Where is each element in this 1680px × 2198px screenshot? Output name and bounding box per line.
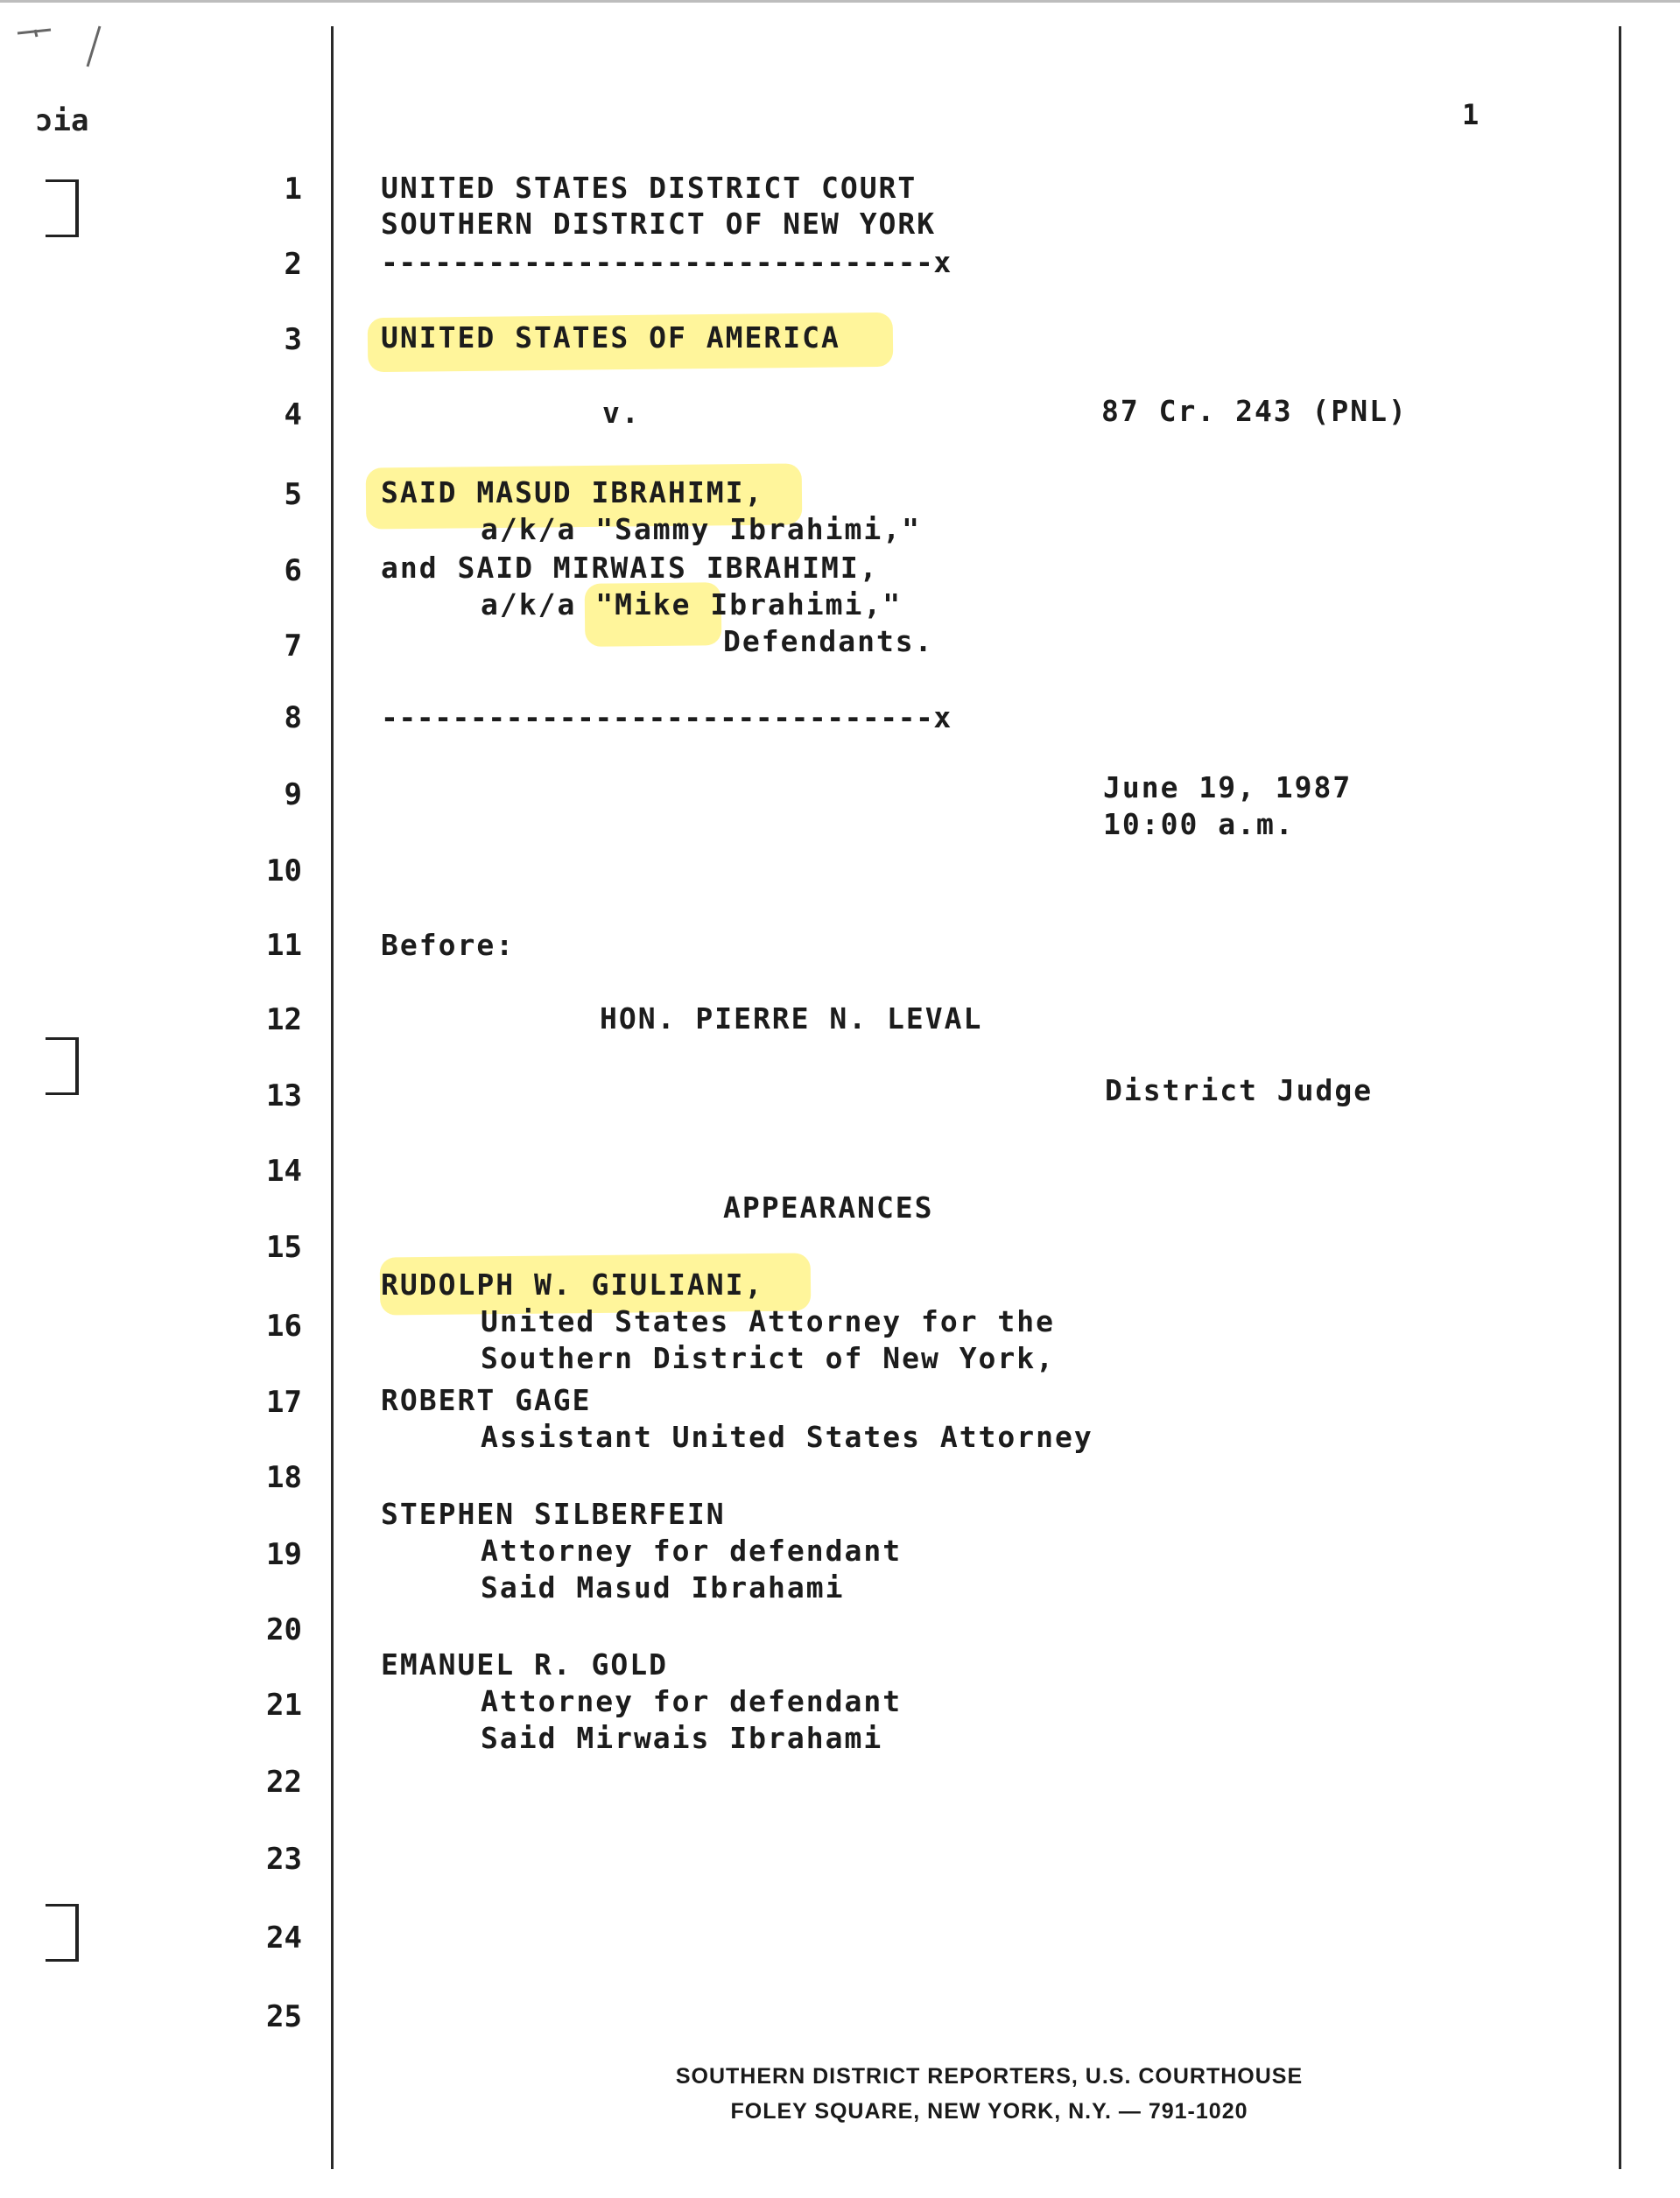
caption-divider-top: -------------------------------x (381, 245, 952, 279)
page-number: 1 (1462, 98, 1480, 131)
appearance-name: RUDOLPH W. GIULIANI, (381, 1268, 764, 1302)
footer-reporter-line1: SOUTHERN DISTRICT REPORTERS, U.S. COURTHOUSE (675, 2064, 1304, 2089)
line-number: 21 (266, 1688, 302, 1723)
line-number: 7 (284, 629, 302, 664)
appearance-role: Said Masud Ibrahami (481, 1570, 845, 1605)
appearance-role: Attorney for defendant (481, 1684, 903, 1718)
line-number: 6 (284, 553, 302, 588)
appearance-role: Said Mirwais Ibrahami (481, 1721, 883, 1755)
court-name-line2: SOUTHERN DISTRICT OF NEW YORK (381, 207, 937, 241)
appearance-role: Attorney for defendant (481, 1534, 903, 1568)
judge-title: District Judge (1105, 1073, 1374, 1107)
line-number: 19 (266, 1537, 302, 1572)
margin-bracket-mark (46, 179, 79, 237)
line-number: 4 (284, 397, 302, 432)
corner-scribble-mark (16, 25, 103, 77)
before-label: Before: (381, 928, 516, 962)
appearance-name: ROBERT GAGE (381, 1383, 592, 1417)
footer-reporter-line2: FOLEY SQUARE, NEW YORK, N.Y. — 791-1020 (730, 2099, 1248, 2124)
line-number: 22 (266, 1765, 302, 1800)
appearance-role: United States Attorney for the (481, 1304, 1056, 1338)
line-number: 10 (266, 853, 302, 888)
appearance-name: STEPHEN SILBERFEIN (381, 1497, 726, 1531)
margin-note: ɔia (35, 103, 89, 138)
plaintiff-name: UNITED STATES OF AMERICA (381, 320, 840, 355)
line-number: 23 (266, 1842, 302, 1877)
left-margin-rule (331, 26, 334, 2169)
margin-bracket-mark (46, 1037, 79, 1095)
line-number: 3 (284, 322, 302, 357)
line-number: 13 (266, 1078, 302, 1113)
line-number: 15 (266, 1230, 302, 1265)
hearing-time: 10:00 a.m. (1103, 807, 1295, 841)
defendant2-alias: a/k/a "Mike Ibrahimi," (481, 587, 903, 621)
caption-divider-bottom: -------------------------------x (381, 700, 952, 734)
defendant2-name: and SAID MIRWAIS IBRAHIMI, (381, 551, 879, 585)
appearance-role: Southern District of New York, (481, 1341, 1056, 1375)
defendant1-alias: a/k/a "Sammy Ibrahimi," (481, 512, 921, 546)
case-number: 87 Cr. 243 (PNL) (1101, 394, 1408, 428)
appearance-role: Assistant United States Attorney (481, 1420, 1093, 1454)
defendants-label: Defendants. (723, 624, 934, 658)
line-number: 24 (266, 1921, 302, 1956)
versus-label: v. (602, 396, 641, 430)
line-number: 25 (266, 1999, 302, 2034)
line-number: 18 (266, 1460, 302, 1495)
margin-bracket-mark (46, 1904, 79, 1962)
appearances-heading: APPEARANCES (723, 1190, 934, 1225)
line-number: 11 (266, 928, 302, 963)
line-number: 5 (284, 477, 302, 512)
line-number: 16 (266, 1309, 302, 1344)
hearing-date: June 19, 1987 (1103, 770, 1353, 804)
judge-name: HON. PIERRE N. LEVAL (600, 1001, 983, 1036)
line-number: 14 (266, 1154, 302, 1189)
top-rule (0, 0, 1680, 3)
line-number: 12 (266, 1002, 302, 1037)
court-name-line1: UNITED STATES DISTRICT COURT (381, 171, 917, 205)
right-margin-rule (1619, 26, 1621, 2169)
line-number: 9 (284, 777, 302, 812)
line-number: 8 (284, 700, 302, 735)
line-number: 1 (284, 172, 302, 207)
line-number: 2 (284, 247, 302, 282)
line-number: 20 (266, 1612, 302, 1647)
defendant1-name: SAID MASUD IBRAHIMI, (381, 475, 764, 509)
appearance-name: EMANUEL R. GOLD (381, 1647, 669, 1682)
line-number: 17 (266, 1385, 302, 1420)
